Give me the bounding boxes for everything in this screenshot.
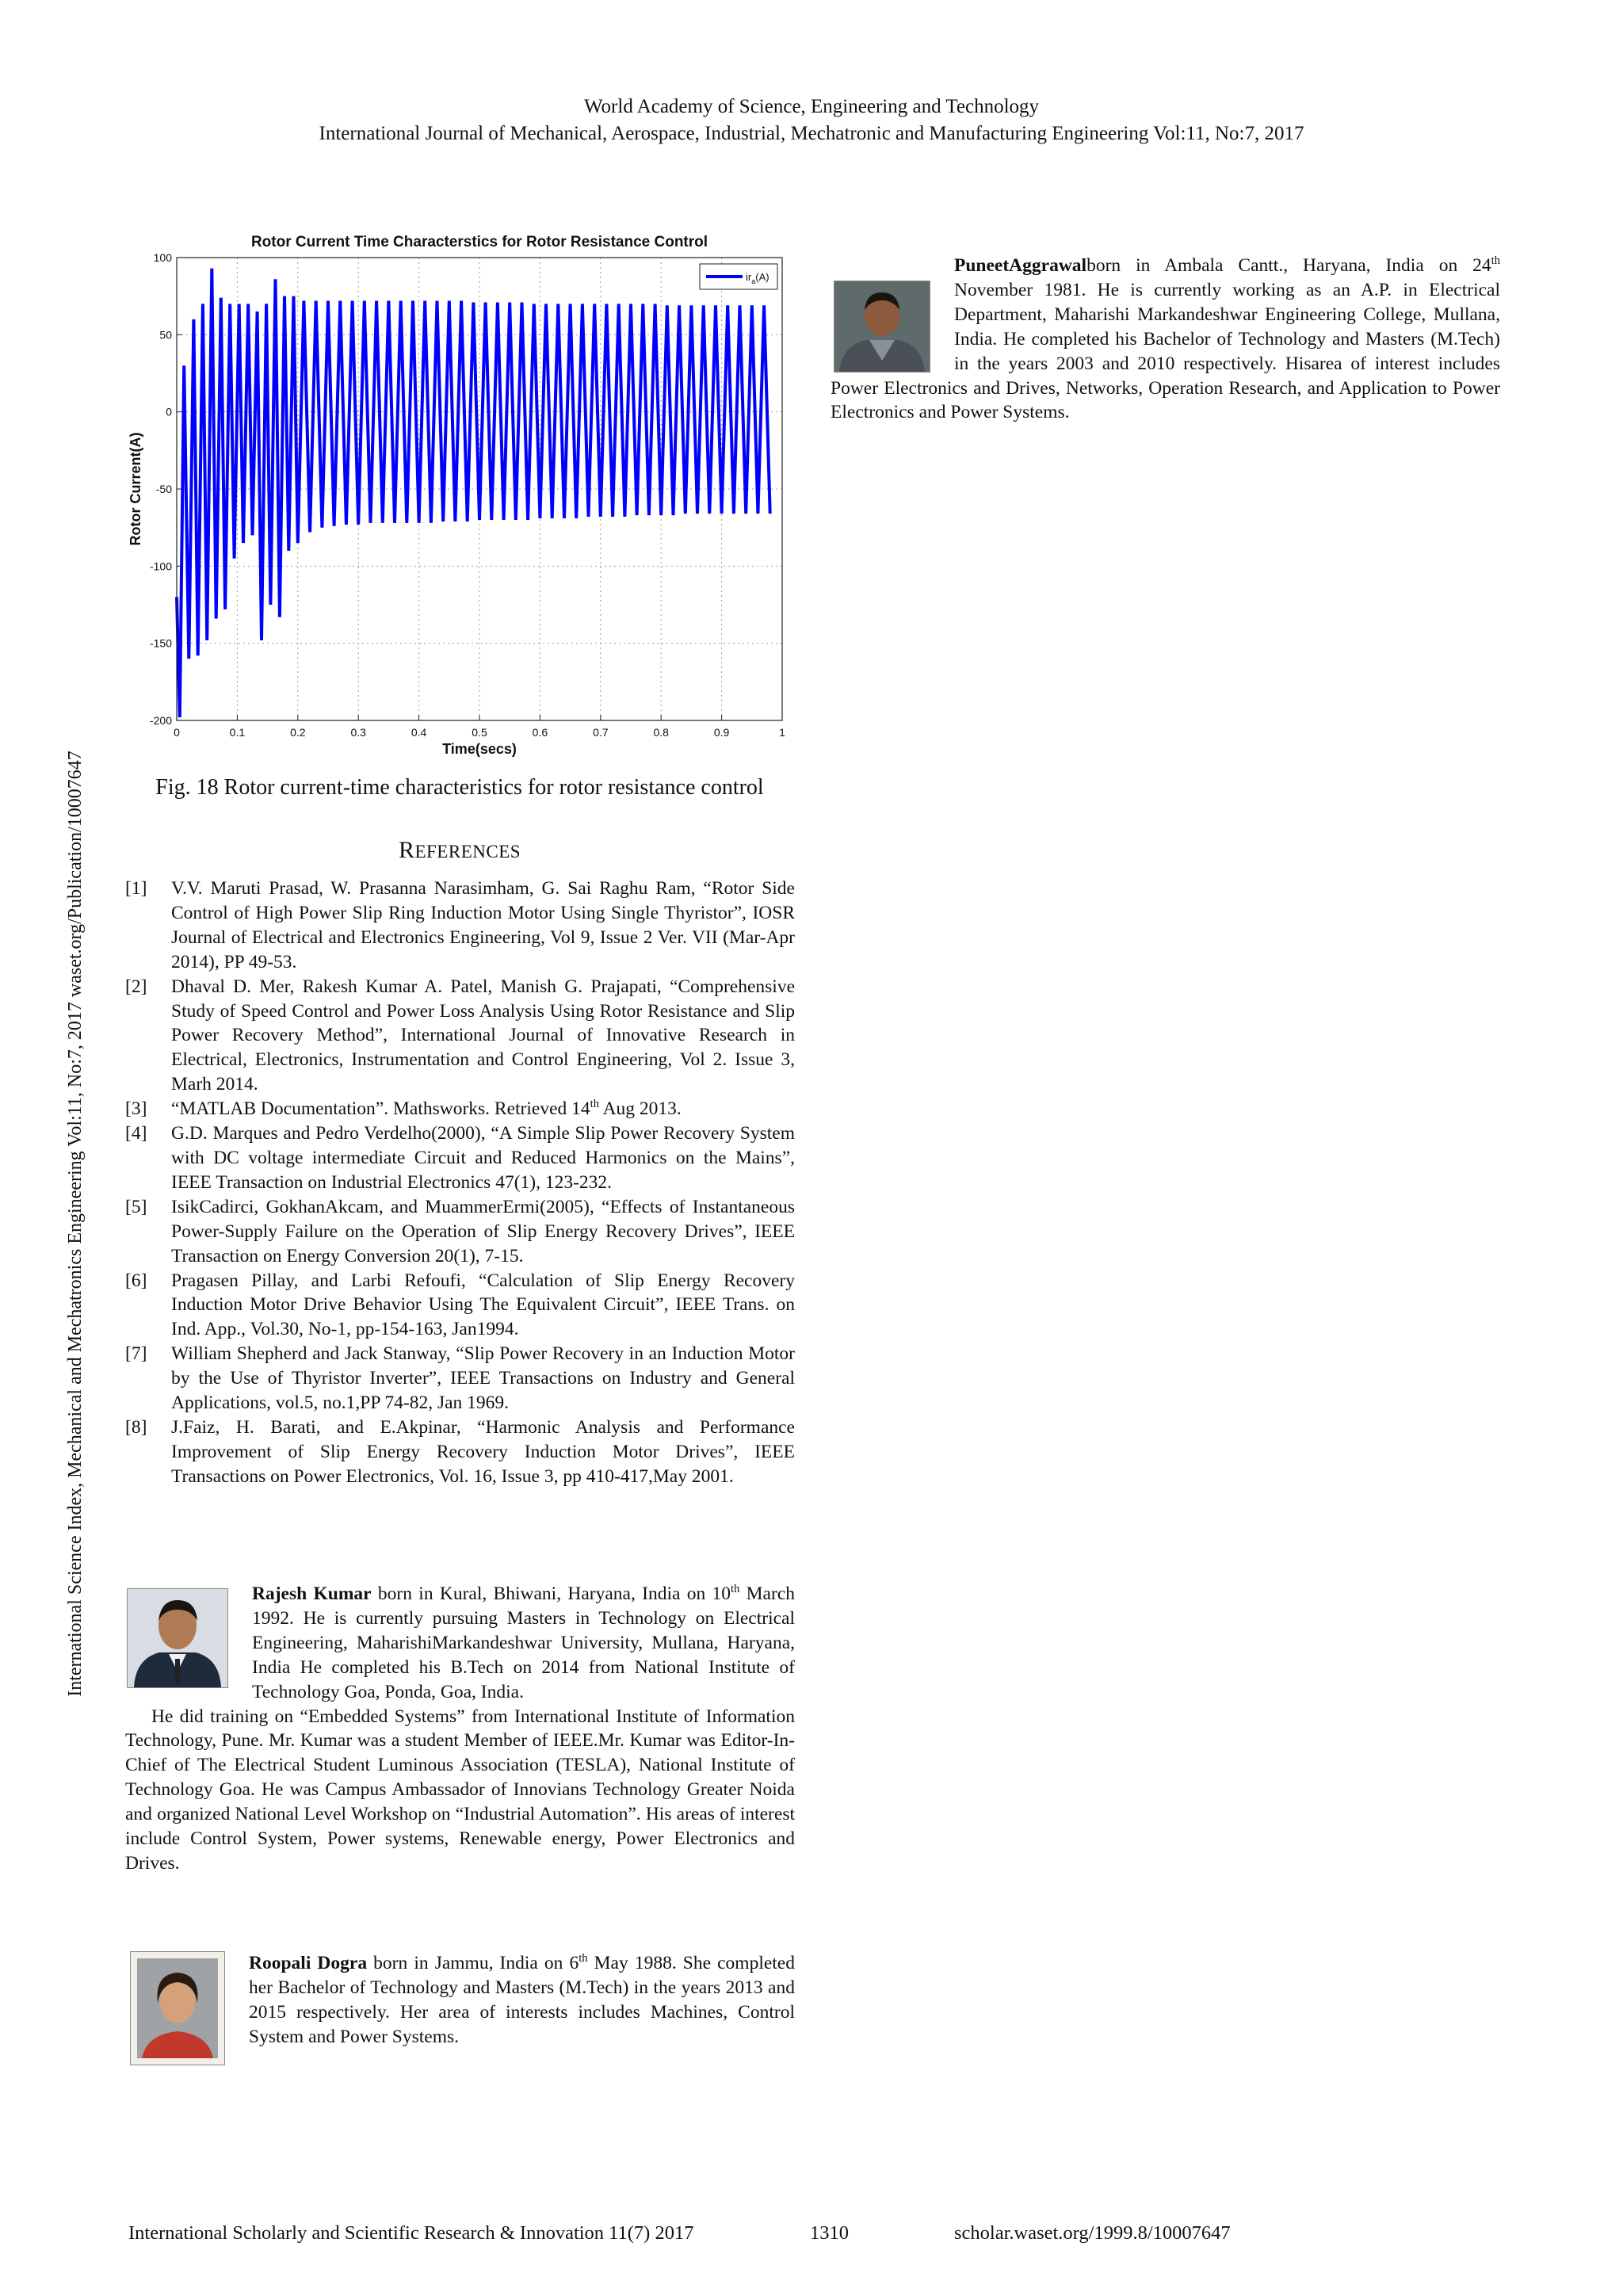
figure-rotor-current (123, 224, 804, 763)
reference-item (125, 1342, 795, 1415)
reference-text: Pragasen Pillay, and Larbi Refoufi, “Calculation of Slip Energy Recovery Induction Motor Drive Behavior Using The Equivalent Circuit”, IEEE Trans. on Ind. App., Vol.30, No-1, pp-154-163, Jan1994. (171, 1270, 795, 1340)
author-bio-rajesh (125, 1582, 795, 1876)
reference-number: [5] (125, 1196, 147, 1217)
reference-number: [6] (125, 1270, 147, 1291)
reference-item (125, 1121, 795, 1195)
chart-title: Rotor Current Time Characterstics for Rotor Resistance Control (250, 234, 708, 250)
side-index-text: International Science Index, Mechanical and Mechatronics Engineering Vol:11, No:7, 2017 waset.org/Publication/10007647 (65, 751, 86, 1697)
author-bio-puneet (831, 254, 1500, 425)
author-photo-roopali (130, 1951, 225, 2065)
bio-text: May 1988. She completed her Bachelor of Technology and Masters (M.Tech) in the years 2013 and 2015 respectively. Her area of interests includes Machines, Control System and Power Systems. (249, 1953, 795, 2047)
reference-text: Dhaval D. Mer, Rakesh Kumar A. Patel, Manish G. Prajapati, “Comprehensive Study of Speed Control and Power Loss Analysis Using Rotor Resistance and Slip Power Recovery Method”, International Journal of Innovative Research in Electrical, Electronics, Instrumentation and Control Engineering, Vol 2. Issue 3, Marh 2014. (171, 976, 795, 1095)
x-tick-label: 0.7 (593, 726, 609, 739)
bio-text: November 1981. He is currently working as an A.P. in Electrical Department, Maharishi Markandeshwar Engineering College, Mullana, India. He completed his Bachelor of Technology and Masters (M.Tech) in the years 2003 and 2010 respectively. Hisarea of interest includes Power Electronics and Drives, Networks, Operation Research, and Application to Power Electronics and Power Systems. (831, 279, 1500, 423)
x-tick-label: 1 (779, 726, 785, 739)
portrait-graphic (128, 1589, 227, 1687)
references-heading-initial: R (398, 837, 415, 863)
journal-line: International Journal of Mechanical, Aerospace, Industrial, Mechatronic and Manufacturing Engineering Vol:11, No:7, 2017 (319, 123, 1304, 144)
bio-text: born in Jammu, India on 6 (367, 1953, 579, 1973)
reference-item (125, 877, 795, 975)
x-tick-label: 0.2 (290, 726, 306, 739)
figure-caption: Fig. 18 Rotor current-time characteristics for rotor resistance control (155, 775, 764, 800)
bio-paragraph: He did training on “Embedded Systems” from International Institute of Information Technology, Pune. Mr. Kumar was a student Member of IEEE.Mr. Kumar was Editor-In-Chief of The Electrical Student Luminous Association (TESLA), National Institute of Technology Goa. He was Campus Ambassador of Innovians Technology Greater Noida and organized National Level Workshop on “Industrial Automation”. His areas of interest include Control System, Power systems, Renewable energy, Power Electronics and Drives. (125, 1706, 795, 1874)
reference-number: [2] (125, 976, 147, 997)
y-tick-label: -150 (149, 636, 172, 650)
journal-header (0, 94, 1623, 147)
y-tick-label: 50 (159, 328, 172, 342)
author-name: Rajesh Kumar (252, 1584, 372, 1604)
reference-text-part: “MATLAB Documentation”. Mathsworks. Retrieved 14 (171, 1098, 590, 1120)
reference-text: J.Faiz, H. Barati, and E.Akpinar, “Harmonic Analysis and Performance Improvement of Slip Energy Recovery Induction Motor Drives”, IEEE Transactions on Power Electronics, Vol. 16, Issue 3, pp 410-417,May 2001. (171, 1416, 795, 1487)
reference-text (171, 1097, 795, 1121)
references-heading (119, 837, 800, 864)
bio-text: born in Kural, Bhiwani, Haryana, India on 10 (371, 1584, 731, 1604)
author-photo-puneet (834, 281, 930, 372)
reference-number: [4] (125, 1123, 147, 1144)
reference-number: [7] (125, 1343, 147, 1365)
x-tick-label: 0.1 (229, 726, 246, 739)
reference-number: [3] (125, 1098, 147, 1120)
x-tick-label: 0 (174, 726, 180, 739)
reference-item (125, 1269, 795, 1343)
reference-number: [1] (125, 878, 147, 899)
portrait-graphic (131, 1952, 224, 2065)
x-tick-label: 0.8 (653, 726, 669, 739)
reference-text: G.D. Marques and Pedro Verdelho(2000), “A Simple Slip Power Recovery System with DC voltage intermediate Circuit and Reduced Harmonics on the Mains”, IEEE Transaction on Industrial Electronics 47(1), 123-232. (171, 1123, 795, 1193)
reference-number: [8] (125, 1416, 147, 1438)
x-axis-label: Time(secs) (442, 741, 517, 757)
footer-url: scholar.waset.org/1999.8/10007647 (954, 2222, 1231, 2244)
bio-superscript: th (579, 1952, 588, 1966)
reference-text: William Shepherd and Jack Stanway, “Slip Power Recovery in an Induction Motor by the Use of Thyristor Inverter”, IEEE Transactions on Industry and General Applications, vol.5, no.1,PP 74-82, Jan 1969. (171, 1343, 795, 1414)
x-tick-label: 0.6 (532, 726, 548, 739)
bio-paragraph (831, 254, 1500, 425)
y-tick-label: -200 (149, 714, 172, 727)
x-tick-label: 0.3 (350, 726, 366, 739)
bio-paragraph (125, 1951, 795, 2050)
rotor-current-chart (123, 224, 804, 763)
author-bio-roopali (125, 1951, 795, 2069)
y-tick-label: 0 (166, 405, 172, 418)
reference-item (125, 1097, 795, 1121)
reference-item (125, 975, 795, 1098)
portrait-graphic (834, 281, 930, 372)
reference-text: V.V. Maruti Prasad, W. Prasanna Narasimham, G. Sai Raghu Ram, “Rotor Side Control of High Power Slip Ring Induction Motor Using Single Thyristor”, IOSR Journal of Electrical and Electronics Engineering, Vol 9, Issue 2 Ver. VII (Mar-Apr 2014), PP 49-53. (171, 878, 795, 972)
reference-item (125, 1415, 795, 1489)
footer-journal: International Scholarly and Scientific Research & Innovation 11(7) 2017 (128, 2222, 694, 2244)
y-tick-label: 100 (153, 251, 172, 264)
reference-text-part: Aug 2013. (598, 1098, 682, 1120)
author-name: PuneetAggrawal (954, 255, 1087, 276)
y-tick-label: -50 (155, 483, 172, 495)
bio-text: March 1992. He is currently pursuing Masters in Technology on Electrical Engineering, MaharishiMarkandeshwar University, Mullana, Haryana, India He completed his B.Tech on 2014 from National Institute of Technology Goa, Ponda, Goa, India. (252, 1584, 795, 1702)
reference-text: IsikCadirci, GokhanAkcam, and MuammerErmi(2005), “Effects of Instantaneous Power-Supply Failure on the Operation of Slip Energy Recovery Drives”, IEEE Transaction on Energy Conversion 20(1), 7-15. (171, 1196, 795, 1266)
author-photo-rajesh (127, 1588, 228, 1688)
author-name: Roopali Dogra (249, 1953, 368, 1973)
x-tick-label: 0.4 (411, 726, 427, 739)
reference-list (125, 877, 795, 1489)
publisher-line: World Academy of Science, Engineering and Technology (583, 96, 1040, 117)
reference-superscript: th (590, 1098, 599, 1111)
bio-text: born in Ambala Cantt., Haryana, India on 24 (1086, 255, 1491, 276)
x-tick-label: 0.9 (713, 726, 730, 739)
footer-page-number: 1310 (810, 2222, 849, 2244)
reference-item (125, 1195, 795, 1269)
bio-superscript: th (1491, 254, 1500, 268)
y-tick-label: -100 (149, 560, 172, 573)
legend-label: $ir_a(A)$ (746, 271, 769, 285)
x-tick-label: 0.5 (472, 726, 487, 739)
y-axis-label: Rotor Current(A) (128, 432, 143, 546)
references-heading-rest: EFERENCES (414, 842, 521, 861)
bio-superscript: th (731, 1583, 740, 1596)
